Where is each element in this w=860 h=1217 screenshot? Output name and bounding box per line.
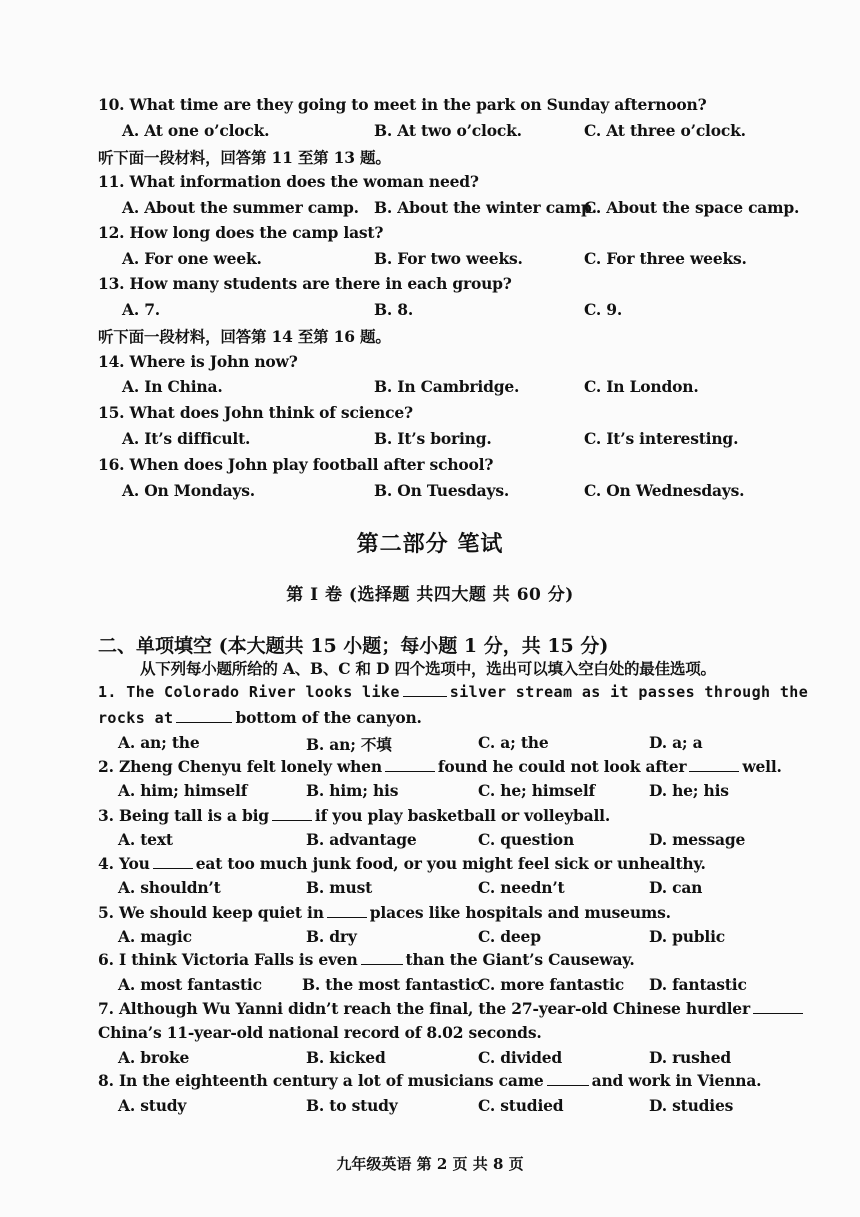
grammar-q8-text-b: and work in Vienna. xyxy=(591,1071,762,1090)
question-13-option-a: A. 7. xyxy=(122,300,160,319)
question-11-stem: 11. What information does the woman need? xyxy=(98,172,479,191)
question-10-stem: 10. What time are they going to meet in the park on Sunday afternoon? xyxy=(98,95,707,114)
answer-blank xyxy=(361,952,403,965)
grammar-q4-option-b: B. must xyxy=(306,878,373,897)
grammar-q6-option-c: C. more fantastic xyxy=(478,975,625,994)
page-footer: 九年级英语 第 2 页 共 8 页 xyxy=(336,1155,524,1173)
grammar-q1-text-c: rocks at xyxy=(98,709,174,727)
grammar-q8-text-a: 8. In the eighteenth century a lot of musicians came xyxy=(98,1071,544,1090)
grammar-q5-text-a: 5. We should keep quiet in xyxy=(98,903,324,922)
question-16-option-b: B. On Tuesdays. xyxy=(374,481,510,500)
grammar-q6-text-b: than the Giant’s Causeway. xyxy=(405,950,635,969)
grammar-q8-option-a: A. study xyxy=(118,1096,187,1115)
grammar-q1-option-d: D. a; a xyxy=(649,733,703,752)
grammar-q8-stem xyxy=(98,1071,761,1090)
grammar-q2-text-b: found he could not look after xyxy=(437,757,687,776)
grammar-q5-stem xyxy=(98,903,671,922)
answer-blank xyxy=(547,1073,589,1086)
grammar-q3-option-b: B. advantage xyxy=(306,830,417,849)
section-two-instruction: 从下列每小题所给的 A、B、C 和 D 四个选项中，选出可以填入空白处的最佳选项。 xyxy=(140,659,716,678)
grammar-q4-text-a: 4. You xyxy=(98,854,150,873)
grammar-q3-text-b: if you play basketball or volleyball. xyxy=(314,806,611,825)
grammar-q8-option-b: B. to study xyxy=(306,1096,398,1115)
grammar-q6-option-d: D. fantastic xyxy=(649,975,747,994)
grammar-q7-option-b: B. kicked xyxy=(306,1048,386,1067)
grammar-q8-option-c: C. studied xyxy=(478,1096,564,1115)
section-two-title: 二、单项填空 (本大题共 15 小题；每小题 1 分，共 15 分) xyxy=(98,635,609,657)
question-15-stem: 15. What does John think of science? xyxy=(98,403,413,422)
grammar-q2-option-d: D. he; his xyxy=(649,781,729,800)
volume-one-title: 第 I 卷 (选择题 共四大题 共 60 分) xyxy=(286,585,574,605)
question-10-option-b: B. At two o’clock. xyxy=(374,121,522,140)
question-12-option-a: A. For one week. xyxy=(122,249,262,268)
question-12-option-c: C. For three weeks. xyxy=(584,249,747,268)
answer-blank xyxy=(153,856,193,869)
answer-blank xyxy=(272,808,312,821)
grammar-q4-option-c: C. needn’t xyxy=(478,878,565,897)
question-12-stem: 12. How long does the camp last? xyxy=(98,223,384,242)
answer-blank xyxy=(176,710,232,723)
question-15-option-a: A. It’s difficult. xyxy=(122,429,251,448)
grammar-q7-option-c: C. divided xyxy=(478,1048,563,1067)
question-15-option-c: C. It’s interesting. xyxy=(584,429,739,448)
grammar-q5-option-a: A. magic xyxy=(118,927,192,946)
grammar-q1-stem-line1 xyxy=(98,683,808,701)
question-11-option-b: B. About the winter camp. xyxy=(374,198,597,217)
grammar-q5-option-b: B. dry xyxy=(306,927,357,946)
grammar-q5-text-b: places like hospitals and museums. xyxy=(369,903,671,922)
question-14-option-b: B. In Cambridge. xyxy=(374,377,520,396)
question-14-option-c: C. In London. xyxy=(584,377,699,396)
question-11-option-a: A. About the summer camp. xyxy=(122,198,359,217)
intro-11-13: 听下面一段材料，回答第 11 至第 13 题。 xyxy=(98,148,391,167)
grammar-q4-text-b: eat too much junk food, or you might feel sick or unhealthy. xyxy=(195,854,706,873)
grammar-q4-option-d: D. can xyxy=(649,878,703,897)
question-15-option-b: B. It’s boring. xyxy=(374,429,492,448)
grammar-q3-text-a: 3. Being tall is a big xyxy=(98,806,269,825)
grammar-q2-stem xyxy=(98,757,782,776)
grammar-q4-option-a: A. shouldn’t xyxy=(118,878,221,897)
grammar-q8-option-d: D. studies xyxy=(649,1096,734,1115)
question-16-stem: 16. When does John play football after school? xyxy=(98,455,494,474)
grammar-q6-stem xyxy=(98,950,635,969)
grammar-q1-text-d: bottom of the canyon. xyxy=(235,708,422,727)
grammar-q1-text-b: silver stream as it passes through the xyxy=(449,683,809,701)
grammar-q1-option-a: A. an; the xyxy=(118,733,200,752)
question-14-stem: 14. Where is John now? xyxy=(98,352,298,371)
answer-blank xyxy=(403,684,447,697)
question-13-stem: 13. How many students are there in each group? xyxy=(98,274,512,293)
question-10-option-c: C. At three o’clock. xyxy=(584,121,746,140)
grammar-q7-stem-line1 xyxy=(98,999,806,1018)
grammar-q3-option-d: D. message xyxy=(649,830,746,849)
part-two-title: 第二部分 笔试 xyxy=(356,531,504,557)
grammar-q1-text-a: 1. The Colorado River looks like xyxy=(98,683,400,701)
grammar-q3-option-a: A. text xyxy=(118,830,173,849)
question-16-option-c: C. On Wednesdays. xyxy=(584,481,745,500)
grammar-q1-option-c: C. a; the xyxy=(478,733,549,752)
grammar-q2-option-c: C. he; himself xyxy=(478,781,596,800)
grammar-q1-option-b: B. an; 不填 xyxy=(306,735,392,754)
grammar-q7-option-a: A. broke xyxy=(118,1048,190,1067)
grammar-q3-option-c: C. question xyxy=(478,830,575,849)
grammar-q5-option-c: C. deep xyxy=(478,927,541,946)
intro-14-16: 听下面一段材料，回答第 14 至第 16 题。 xyxy=(98,327,391,346)
grammar-q7-option-d: D. rushed xyxy=(649,1048,732,1067)
grammar-q2-text-c: well. xyxy=(742,757,782,776)
answer-blank xyxy=(689,759,739,772)
grammar-q1-stem-line2 xyxy=(98,708,422,727)
grammar-q2-option-a: A. him; himself xyxy=(118,781,248,800)
grammar-q2-option-b: B. him; his xyxy=(306,781,399,800)
grammar-q7-stem-line2: China’s 11-year-old national record of 8.02 seconds. xyxy=(98,1023,542,1042)
question-14-option-a: A. In China. xyxy=(122,377,223,396)
question-13-option-c: C. 9. xyxy=(584,300,623,319)
answer-blank xyxy=(753,1001,803,1014)
grammar-q6-option-a: A. most fantastic xyxy=(118,975,262,994)
question-13-option-b: B. 8. xyxy=(374,300,414,319)
answer-blank xyxy=(385,759,435,772)
grammar-q7-text-a: 7. Although Wu Yanni didn’t reach the final, the 27-year-old Chinese hurdler xyxy=(98,999,750,1018)
grammar-q2-text-a: 2. Zheng Chenyu felt lonely when xyxy=(98,757,382,776)
grammar-q6-text-a: 6. I think Victoria Falls is even xyxy=(98,950,358,969)
grammar-q3-stem xyxy=(98,806,610,825)
grammar-q4-stem xyxy=(98,854,706,873)
answer-blank xyxy=(327,905,367,918)
question-11-option-c: C. About the space camp. xyxy=(584,198,800,217)
grammar-q5-option-d: D. public xyxy=(649,927,726,946)
question-16-option-a: A. On Mondays. xyxy=(122,481,255,500)
grammar-q6-option-b: B. the most fantastic xyxy=(302,975,480,994)
question-10-option-a: A. At one o’clock. xyxy=(122,121,270,140)
question-12-option-b: B. For two weeks. xyxy=(374,249,523,268)
